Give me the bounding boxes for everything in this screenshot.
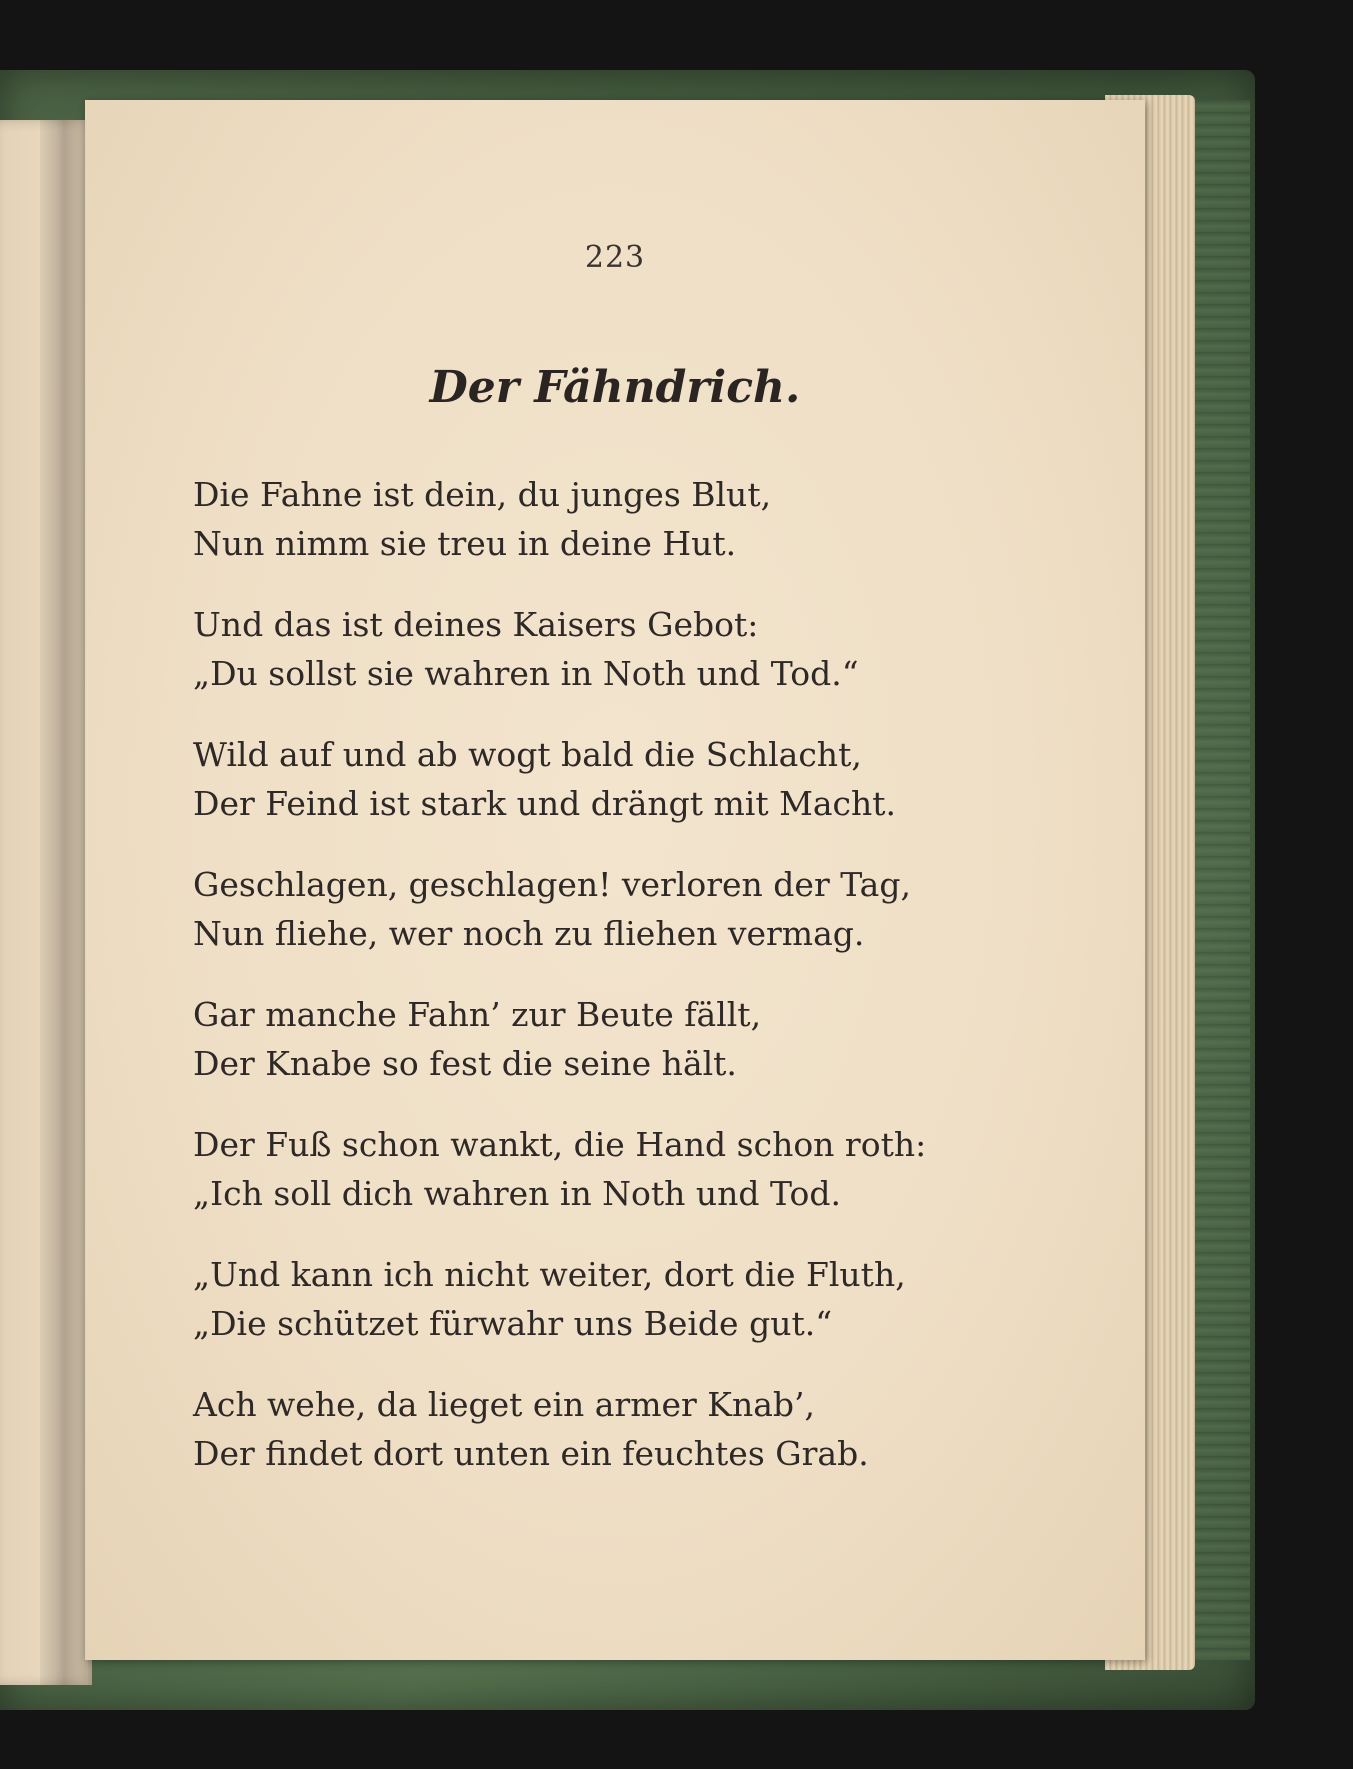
stanza [193, 860, 1093, 958]
stanza [193, 1250, 1093, 1348]
stanza [193, 730, 1093, 828]
book-gutter [40, 120, 88, 1685]
stanza [193, 470, 1093, 568]
poem-title: Der Fähndrich. [429, 362, 801, 413]
poem-line: Der Feind ist stark und drängt mit Macht. [193, 784, 897, 823]
poem-line: Nun nimm sie treu in deine Hut. [193, 524, 737, 563]
stanza [193, 1380, 1093, 1478]
stanza [193, 600, 1093, 698]
stanza [193, 990, 1093, 1088]
poem-line: „Du sollst sie wahren in Noth und Tod.“ [193, 654, 859, 693]
poem-line: „Ich soll dich wahren in Noth und Tod. [193, 1174, 841, 1213]
poem-line: Die Fahne ist dein, du junges Blut, [193, 475, 772, 514]
poem-line: Gar manche Fahn’ zur Beute fällt, [193, 995, 762, 1034]
poem-line: Der findet dort unten ein feuchtes Grab. [193, 1434, 869, 1473]
book-page [85, 100, 1145, 1660]
poem-body [193, 470, 1093, 1510]
poem-line: Der Knabe so fest die seine hält. [193, 1044, 737, 1083]
poem-line: Geschlagen, geschlagen! verloren der Tag, [193, 865, 911, 904]
poem-line: „Und kann ich nicht weiter, dort die Fluth, [193, 1255, 906, 1294]
poem-line: Wild auf und ab wogt bald die Schlacht, [193, 735, 862, 774]
poem-line: Nun fliehe, wer noch zu fliehen vermag. [193, 914, 865, 953]
poem-line: „Die schützet fürwahr uns Beide gut.“ [193, 1304, 833, 1343]
poem-line: Der Fuß schon wankt, die Hand schon roth: [193, 1125, 927, 1164]
stanza [193, 1120, 1093, 1218]
poem-line: Und das ist deines Kaisers Gebot: [193, 605, 759, 644]
page-number: 223 [584, 240, 646, 275]
poem-line: Ach wehe, da lieget ein armer Knab’, [193, 1385, 815, 1424]
